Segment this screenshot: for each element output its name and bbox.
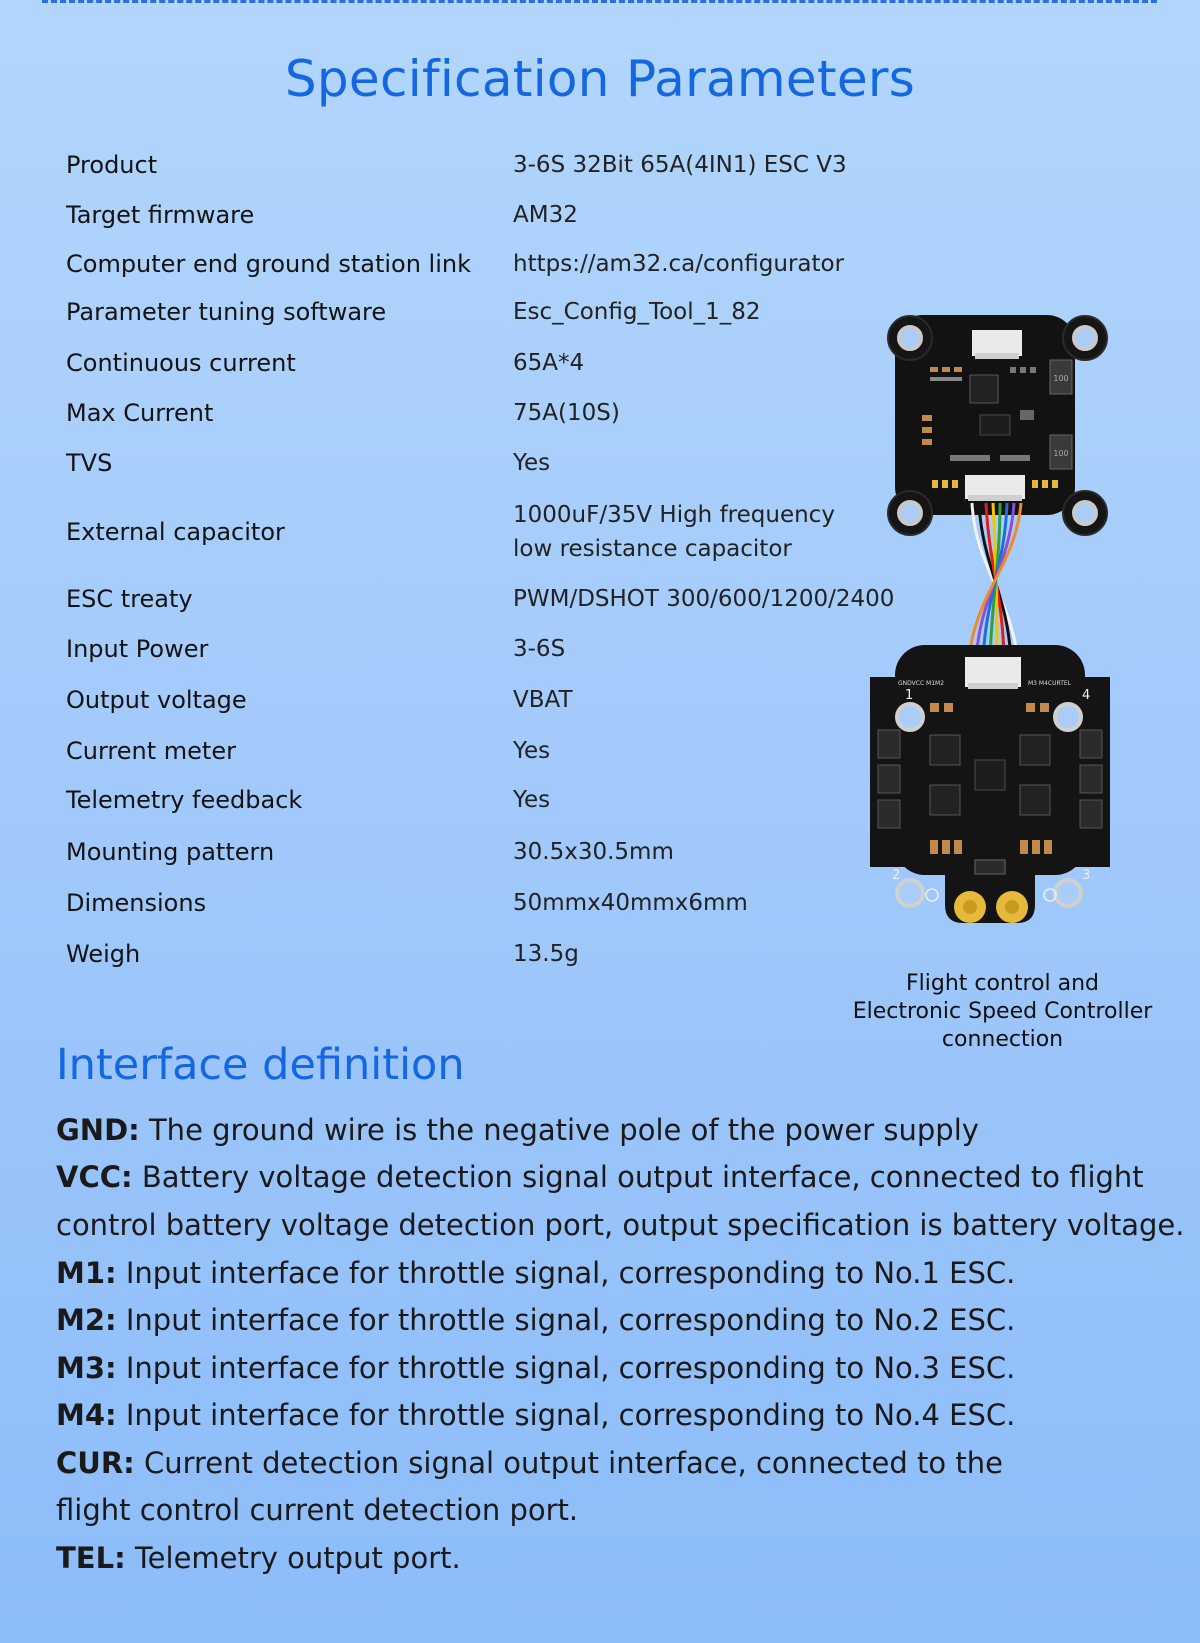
caption-line: Electronic Speed Controller	[852, 999, 1153, 1024]
spec-row-current-meter	[0, 734, 1000, 774]
caption-line: connection	[941, 1027, 1064, 1052]
spec-value: 65A*4	[513, 350, 585, 376]
def-key: M1:	[56, 1256, 117, 1290]
spec-value: Yes	[513, 450, 551, 476]
spec-label: Continuous current	[66, 349, 296, 377]
inductor-label: 100	[1053, 374, 1069, 383]
def-key: VCC:	[56, 1160, 133, 1194]
top-dashed-divider	[42, 0, 1157, 3]
interface-def-cur-continued	[56, 1490, 578, 1530]
def-text: Input interface for throttle signal, corresponding to No.3 ESC.	[116, 1351, 1016, 1385]
spec-value: 13.5g	[513, 941, 579, 967]
def-key: CUR:	[56, 1446, 135, 1480]
def-text: control battery voltage detection port, output specification is battery voltage.	[56, 1208, 1185, 1242]
spec-label: TVS	[66, 449, 113, 477]
spec-value: 30.5x30.5mm	[513, 839, 674, 865]
interface-def-m3	[56, 1348, 1015, 1388]
spec-row-dimensions	[0, 886, 1000, 926]
caption-line: Flight control and	[905, 971, 1100, 996]
spec-value: 75A(10S)	[513, 400, 620, 426]
spec-row-input-power	[0, 632, 1000, 672]
spec-row-mounting-pattern	[0, 835, 1000, 875]
spec-row-ground-station-link	[0, 247, 1000, 287]
spec-label: Current meter	[66, 737, 236, 765]
spec-label: Mounting pattern	[66, 838, 275, 866]
def-key: M2:	[56, 1303, 117, 1337]
def-text: Input interface for throttle signal, corresponding to No.2 ESC.	[116, 1303, 1016, 1337]
inductor-label: 100	[1053, 449, 1069, 458]
interface-def-m2	[56, 1300, 1015, 1340]
def-key: M4:	[56, 1398, 117, 1432]
def-text: Input interface for throttle signal, corresponding to No.1 ESC.	[116, 1256, 1016, 1290]
flight-controller-board	[888, 315, 1107, 535]
def-key: M3:	[56, 1351, 117, 1385]
interface-def-tel	[56, 1538, 461, 1578]
spec-row-external-capacitor	[0, 498, 1000, 568]
def-key: GND:	[56, 1113, 140, 1147]
pad-labels-right: M3 M4CURTEL	[1028, 680, 1072, 687]
def-text: flight control current detection port.	[56, 1493, 579, 1527]
spec-row-tvs	[0, 446, 1000, 486]
corner-number: 1	[905, 688, 914, 703]
spec-value: 3-6S 32Bit 65A(4IN1) ESC V3	[513, 152, 847, 178]
interface-def-vcc-continued	[56, 1205, 1184, 1245]
page-title: Specification Parameters	[284, 50, 916, 108]
def-text: Current detection signal output interface, connected to the	[134, 1446, 1003, 1480]
spec-label: Target firmware	[66, 201, 255, 229]
spec-row-tuning-software	[0, 295, 1000, 335]
spec-row-target-firmware	[0, 198, 1000, 238]
interface-def-m4	[56, 1395, 1015, 1435]
esc-board	[870, 645, 1110, 923]
def-text: The ground wire is the negative pole of the power supply	[139, 1113, 979, 1147]
interface-def-m1	[56, 1253, 1015, 1293]
def-text: Battery voltage detection signal output interface, connected to flight	[132, 1160, 1144, 1194]
def-text: Input interface for throttle signal, corresponding to No.4 ESC.	[116, 1398, 1016, 1432]
spec-label: External capacitor	[66, 518, 285, 546]
spec-label: Input Power	[66, 635, 209, 663]
spec-label: Parameter tuning software	[66, 298, 387, 326]
spec-row-telemetry-feedback	[0, 783, 1000, 823]
spec-label: Telemetry feedback	[66, 786, 303, 814]
spec-label: Max Current	[66, 399, 214, 427]
corner-number: 3	[1082, 868, 1091, 883]
spec-label: Computer end ground station link	[66, 250, 471, 278]
interface-def-gnd	[56, 1110, 979, 1150]
spec-value: VBAT	[513, 687, 573, 713]
spec-label: Output voltage	[66, 686, 247, 714]
interface-def-vcc	[56, 1157, 1144, 1197]
spec-label: ESC treaty	[66, 585, 193, 613]
spec-label: Product	[66, 151, 158, 179]
spec-row-max-current	[0, 396, 1000, 436]
corner-number: 4	[1082, 688, 1091, 703]
spec-value: 50mmx40mmx6mm	[513, 890, 748, 916]
def-text: Telemetry output port.	[125, 1541, 461, 1575]
pad-labels-left: GNDVCC M1M2	[898, 680, 945, 687]
section-title-interface-definition: Interface definition	[56, 1040, 465, 1090]
interface-def-cur	[56, 1443, 1003, 1483]
spec-row-output-voltage	[0, 683, 1000, 723]
spec-value: 3-6S	[513, 636, 566, 662]
spec-label: Weigh	[66, 940, 141, 968]
spec-value: Yes	[513, 787, 551, 813]
spec-value: https://am32.ca/configurator	[513, 251, 845, 277]
spec-value: Esc_Config_Tool_1_82	[513, 299, 761, 325]
spec-row-product	[0, 148, 1000, 188]
spec-row-esc-treaty	[0, 582, 1000, 622]
connection-cable	[969, 503, 1021, 660]
def-key: TEL:	[56, 1541, 126, 1575]
fc-esc-connection-illustration	[860, 305, 1130, 955]
corner-number: 2	[892, 868, 901, 883]
spec-value: PWM/DSHOT 300/600/1200/2400	[513, 586, 895, 612]
spec-label: Dimensions	[66, 889, 207, 917]
spec-value: AM32	[513, 202, 578, 228]
image-caption	[830, 970, 1175, 1054]
spec-value: Yes	[513, 738, 551, 764]
spec-value: 1000uF/35V High frequency low resistance capacitor	[513, 502, 835, 562]
spec-row-continuous-current	[0, 346, 1000, 386]
